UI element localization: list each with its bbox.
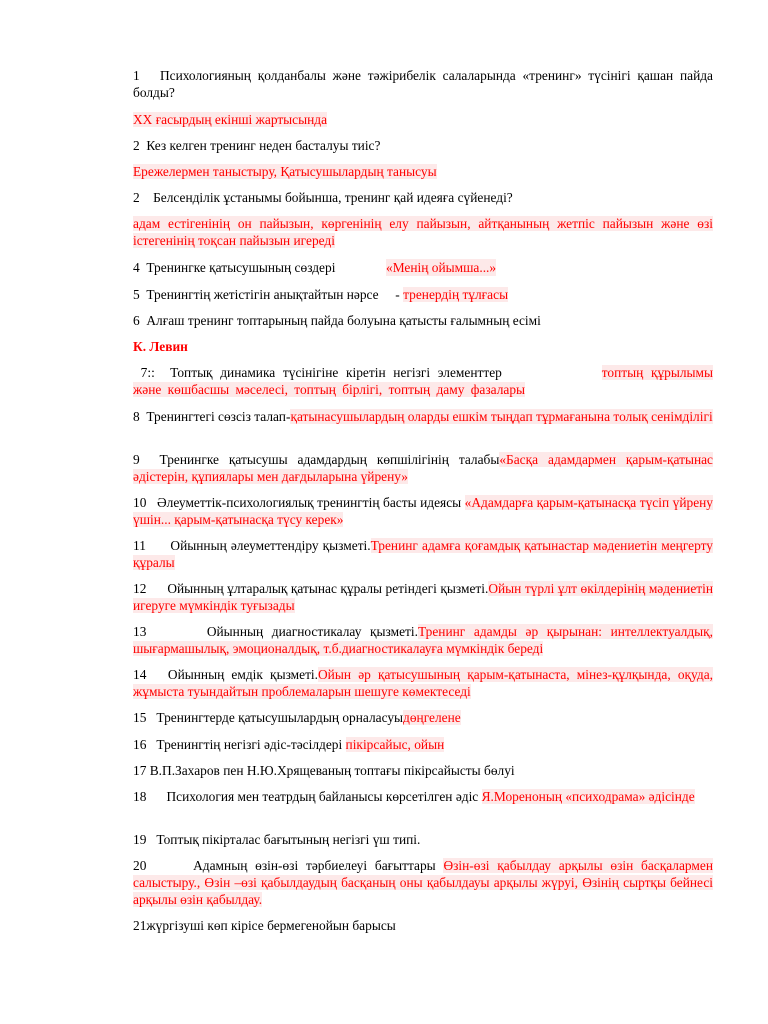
question-text: 8 Тренингтегі сөзсіз талап- <box>133 409 291 424</box>
question-7 <box>133 364 713 398</box>
question-text: 2 Белсенділік ұстанымы бойынша, тренинг қай идеяға сүйенеді? <box>133 190 513 205</box>
answer-text: Тренинг адамға қоғамдық қатынастар мәдениетін меңгерту құралы <box>133 538 713 570</box>
question-20 <box>133 857 713 908</box>
question-text: 19 Топтық пікірталас бағытының негізгі үш типі. <box>133 832 421 847</box>
question-text: 18 Психология мен театрдың байланысы көрсетілген әдіс <box>133 789 479 804</box>
question-16 <box>133 736 713 753</box>
answer-3 <box>133 215 713 249</box>
question-text: 20 Адамның өзін-өзі тәрбиелеуі бағыттары <box>133 858 436 873</box>
answer-text: Ойын әр қатысушының қарым-қатынаста, мінез-құлқында, оқуда, жұмыста туындайтын проблемаларын шешуге көмектеседі <box>133 667 714 699</box>
question-text: 13 Ойынның диагностикалау қызметі. <box>133 624 418 639</box>
answer-text: XX ғасырдың екінші жартысында <box>133 112 328 127</box>
question-text: 9 Тренингке қатысушы адамдардың көпшілігінің талабы <box>133 452 500 467</box>
answer-text: қатынасушылардың оларды ешкім тыңдап тұрмағанына толық сенімділігі <box>290 409 713 424</box>
answer-2 <box>133 163 713 180</box>
question-text: 21жүргізуші көп кірісе бермегенойын барысы <box>133 918 396 933</box>
question-text: 11 Ойынның әлеуметтендіру қызметі. <box>133 538 371 553</box>
answer-1 <box>133 111 713 128</box>
question-18 <box>133 788 713 805</box>
answer-text: «Басқа адамдармен қарым-қатынас әдістерін, құпиялары мен дағдыларына үйрену» <box>133 452 714 484</box>
question-text: 15 Тренингтерде қатысушылардың орналасуы <box>133 710 404 725</box>
question-1 <box>133 67 713 101</box>
question-2 <box>133 137 713 154</box>
question-text: 12 Ойынның ұлтаралық қатынас құралы ретіндегі қызметі. <box>133 581 489 596</box>
question-17 <box>133 762 713 779</box>
question-text: 1 Психологияның қолданбалы және тәжірибелік салаларында «тренинг» түсінігі қашан пайда болды? <box>133 68 713 100</box>
answer-text: «Адамдарға қарым-қатынасқа түсіп үйрену үшін... қарым-қатынасқа түсу керек» <box>133 495 713 527</box>
question-text: 6 Алғаш тренинг топтарының пайда болуына қатысты ғалымның есімі <box>133 313 541 328</box>
question-5 <box>133 286 713 303</box>
question-19 <box>133 831 713 848</box>
question-21 <box>133 917 713 934</box>
question-6 <box>133 312 713 329</box>
answer-text: К. Левин <box>133 339 188 354</box>
question-12 <box>133 580 713 614</box>
question-8 <box>133 408 713 425</box>
question-15 <box>133 709 713 726</box>
question-text: 10 Әлеуметтік-психологиялық тренингтің басты идеясы <box>133 495 462 510</box>
question-text: 4 Тренингке қатысушының сөздері <box>133 260 336 275</box>
answer-text: дөңгелене <box>403 710 461 725</box>
question-4 <box>133 259 713 276</box>
question-text: 16 Тренингтің негізгі әдіс-тәсілдері <box>133 737 343 752</box>
question-9 <box>133 451 713 485</box>
question-13 <box>133 623 713 657</box>
answer-text: пікірсайыс, ойын <box>345 737 445 752</box>
question-text: 2 Кез келген тренинг неден басталуы тиіс? <box>133 138 381 153</box>
question-3 <box>133 189 713 206</box>
answer-6 <box>133 338 713 355</box>
answer-text: «Менің ойымша...» <box>386 260 497 275</box>
question-14 <box>133 666 713 700</box>
answer-text: Ойын түрлі ұлт өкілдерінің мәдениетін игеруге мүмкіндік туғызады <box>133 581 714 613</box>
answer-text: Ережелермен таныстыру, Қатысушылардың танысуы <box>133 164 437 179</box>
question-text: 7:: Топтық динамика түсінігіне кіретін негізгі элементтер <box>133 365 502 380</box>
answer-text: тренердің тұлғасы <box>403 287 509 302</box>
answer-text: адам естігенінің он пайызын, көргенінің елу пайызын, айтқанының жетпіс пайызын және өзі істегенінің тоқсан пайызын игереді <box>133 216 713 248</box>
question-11 <box>133 537 713 571</box>
answer-text: Я.Мореноның «психодрама» әдісінде <box>481 789 695 804</box>
answer-text: топтың құрылымы және көшбасшы мәселесі, топтың бірлігі, топтың даму фазалары <box>133 365 713 397</box>
question-text: 5 Тренингтің жетістігін анықтайтын нәрсе - <box>133 287 400 302</box>
answer-text: Өзін-өзі қабылдау арқылы өзін басқалармен салыстыру., Өзін –өзі қабылдаудың басқаның оны қабылдауы арқылы жүруі, Өзінің сыртқы бейнесі арқылы өзін қабылдау. <box>133 858 713 907</box>
answer-text: Тренинг адамды әр қырынан: интеллектуалдық, шығармашылық, эмоционалдық, т.б.диагностикалауға мүмкіндік береді <box>133 624 713 656</box>
question-10 <box>133 494 713 528</box>
question-text: 17 В.П.Захаров пен Н.Ю.Хрящеваның топтағы пікірсайысты бөлуі <box>133 763 515 778</box>
question-text: 14 Ойынның емдік қызметі. <box>133 667 319 682</box>
